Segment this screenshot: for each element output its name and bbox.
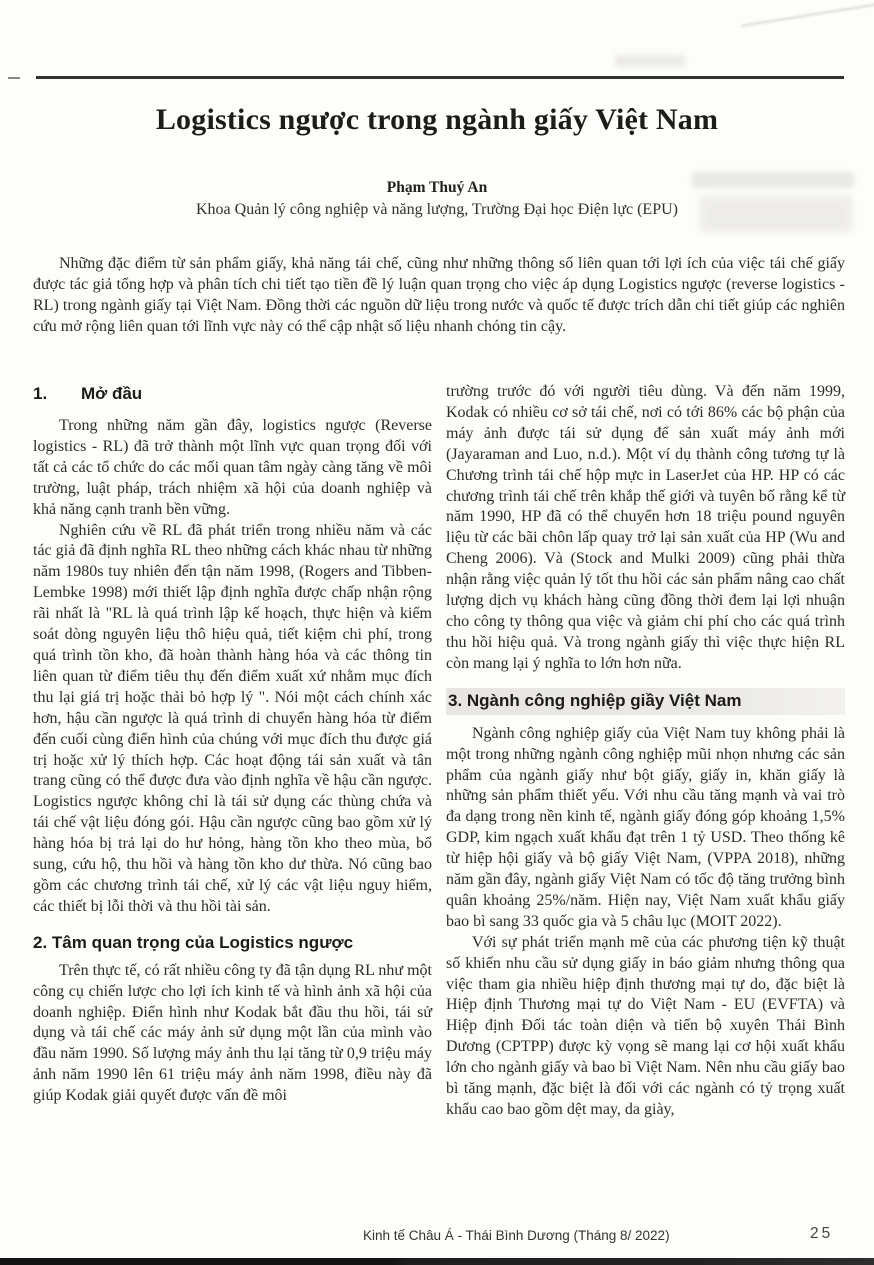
author-affiliation: Khoa Quản lý công nghiệp và năng lượng, Trường Đại học Điện lực (EPU) xyxy=(196,201,678,218)
left-column xyxy=(33,382,432,1121)
header-rule xyxy=(36,76,844,79)
section-2-paragraph-1: Trên thực tế, có rất nhiều công ty đã tận dụng RL như một công cụ chiến lược cho lợi ích kinh tế và hình ảnh xã hội của doanh nghiệp. Điển hình như Kodak bắt đầu thu hồi, tái sử dụng và tái chế các máy ảnh sử dụng một lần của mình vào đầu năm 1990. Số lượng máy ảnh thu lại tăng từ 0,9 triệu máy ảnh năm 1990 lên 61 triệu máy ảnh năm 1998, điều này đã giúp Kodak giải quyết được vấn đề môi xyxy=(33,961,432,1105)
article-body xyxy=(33,382,845,1121)
abstract-paragraph: Những đặc điểm từ sản phẩm giấy, khả năng tái chế, cũng như những thông số liên quan tới lợi ích của việc tái chế giấy được tác giả tổng hợp và phân tích chi tiết tạo tiền đề lý luận quan trọng cho việc áp dụng Logistics ngược (reverse logistics - RL) trong ngành giấy tại Việt Nam. Đồng thời các nguồn dữ liệu trong nước và quốc tế được trích dẫn chi tiết giúp các nghiên cứu mở rộng liên quan tới lĩnh vực này có thể cập nhật số liệu nhanh chóng tin cậy. xyxy=(33,255,845,335)
section-2-heading: 2. Tâm quan trọng của Logistics ngược xyxy=(33,932,354,952)
section-3-heading: 3. Ngành công nghiệp giầy Việt Nam xyxy=(446,688,845,715)
section-1-number: 1. xyxy=(33,384,48,403)
section-2-paragraph-1-continued: trường trước đó với người tiêu dùng. Và đến năm 1999, Kodak có nhiều cơ sở tái chế, nơi có tới 86% các bộ phận của máy ảnh được tái sử dụng để sản xuất máy ảnh mới (Jayaraman and Luo, n.d.). Một ví dụ thành công tương tự là Chương trình tái chế hộp mực in LaserJet của HP. HP có các chương trình tái chế trên khắp thế giới và tuyên bố rằng kể từ năm 1990, HP đã có thể chuyển hơn 18 triệu pound nguyên liệu từ các bãi chôn lấp quay trở lại sản xuất của HP (Wu and Cheng 2006). Và (Stock and Mulki 2009) cũng phải thừa nhận rằng việc quản lý tốt thu hồi các sản phẩm nâng cao chất lượng dịch vụ khách hàng cũng đồng thời đem lại lợi nhuận cho công ty thông qua việc và giảm chi phí cho các quá trình thu hồi hiệu quả. Và trong ngành giấy thì việc thực hiện RL còn mang lại ý nghĩa to lớn hơn nữa. xyxy=(446,383,845,672)
section-1-heading xyxy=(33,384,432,404)
section-3-paragraph-1: Ngành công nghiệp giấy của Việt Nam tuy không phải là một trong những ngành công nghiệp mũi nhọn nhưng các sản phẩm của ngành giấy như bột giấy, giấy in, khăn giấy là những sản phẩm thiết yếu. Với nhu cầu tăng mạnh và vai trò đa dạng trong nền kinh tế, ngành giấy đóng góp khoảng 1,5% GDP, kim ngạch xuất khẩu đạt trên 1 tỷ USD. Theo thống kê từ hiệp hội giấy và bộ giấy Việt Nam, (VPPA 2018), những năm gần đây, ngành giấy Việt Nam có tốc độ tăng trưởng bình quân khoảng 25%/năm. Hiện nay, Việt Nam xuất khẩu giấy bao bì sang 33 quốc gia và 5 châu lục (MOIT 2022). xyxy=(446,724,845,930)
author-name: Phạm Thuý An xyxy=(386,179,488,196)
page-bottom-scan-edge xyxy=(0,1258,874,1265)
section-1-paragraph-2: Nghiên cứu về RL đã phát triển trong nhiều năm và các tác giả đã định nghĩa RL theo những cách khác nhau từ những năm 1980s tuy nhiên đến tận năm 1998, (Rogers and Tibben-Lembke 1998) mới thiết lập định nghĩa được chấp nhận rộng rãi nhất là "RL là quá trình lập kế hoạch, thực hiện và kiểm soát dòng nguyên liệu thô hiệu quả, tiết kiệm chi phí, trong quá trình tồn kho, đã hoàn thành hàng hóa và các thông tin liên quan từ điểm tiêu thụ đến điểm xuất xứ nhằm mục đích thu lại giá trị hoặc thải bỏ hợp lý ". Nói một cách chính xác hơn, hậu cần ngược là quá trình di chuyển hàng hóa từ điểm đến cuối cùng điển hình của chúng với mục đích thu được giá trị hoặc xử lý thích hợp. Các hoạt động tái sản xuất và tân trang cũng có thể được đưa vào định nghĩa về hậu cần ngược. Logistics ngược không chỉ là tái sử dụng các thùng chứa và tái chế vật liệu đóng gói. Hậu cần ngược cũng bao gồm xử lý hàng hóa bị trả lại do hư hỏng, hàng tồn kho theo mùa, bổ sung, cứu hộ, thu hồi và hàng tồn kho dư thừa. Nó cũng bao gồm các chương trình tái chế, xử lý các vật liệu nguy hiểm, các thiết bị lỗi thời và thu hồi tài sản. xyxy=(33,521,432,915)
scan-artifact-smudge xyxy=(615,55,685,67)
section-1-title: Mở đầu xyxy=(81,384,143,403)
footer-page-number: 25 xyxy=(810,1225,834,1242)
scan-artifact-corner-streak xyxy=(741,3,874,27)
right-column xyxy=(446,382,845,1121)
page-title: Logistics ngược trong ngành giấy Việt Nam xyxy=(155,103,719,136)
section-1-paragraph-1: Trong những năm gần đây, logistics ngược (Reverse logistics - RL) đã trở thành một lĩnh vực quan trọng đối với tất cả các tổ chức do các mối quan tâm ngày càng tăng về môi trường, luật pháp, trách nhiệm xã hội của doanh nghiệp và khả năng cạnh tranh bền vững. xyxy=(33,417,432,518)
section-3-paragraph-2: Với sự phát triển mạnh mẽ của các phương tiện kỹ thuật số khiến nhu cầu sử dụng giấy in báo giảm nhưng thông qua việc tham gia nhiều hiệp định thương mại tự do, đặc biệt là Hiệp định Thương mại tự do Việt Nam - EU (EVFTA) và Hiệp định Đối tác toàn diện và tiến bộ xuyên Thái Bình Dương (CPTPP) được kỳ vọng sẽ mang lại cơ hội xuất khẩu lớn cho ngành giấy và bao bì Việt Nam. Nên nhu cầu giấy bao bì tăng mạnh, đặc biệt là đối với các ngành có tỷ trọng xuất khẩu cao bao gồm dệt may, da giày, xyxy=(446,933,845,1118)
footer-journal-title: Kinh tế Châu Á - Thái Bình Dương (Tháng 8/ 2022) xyxy=(363,1228,670,1243)
scan-artifact-dash xyxy=(8,77,20,79)
